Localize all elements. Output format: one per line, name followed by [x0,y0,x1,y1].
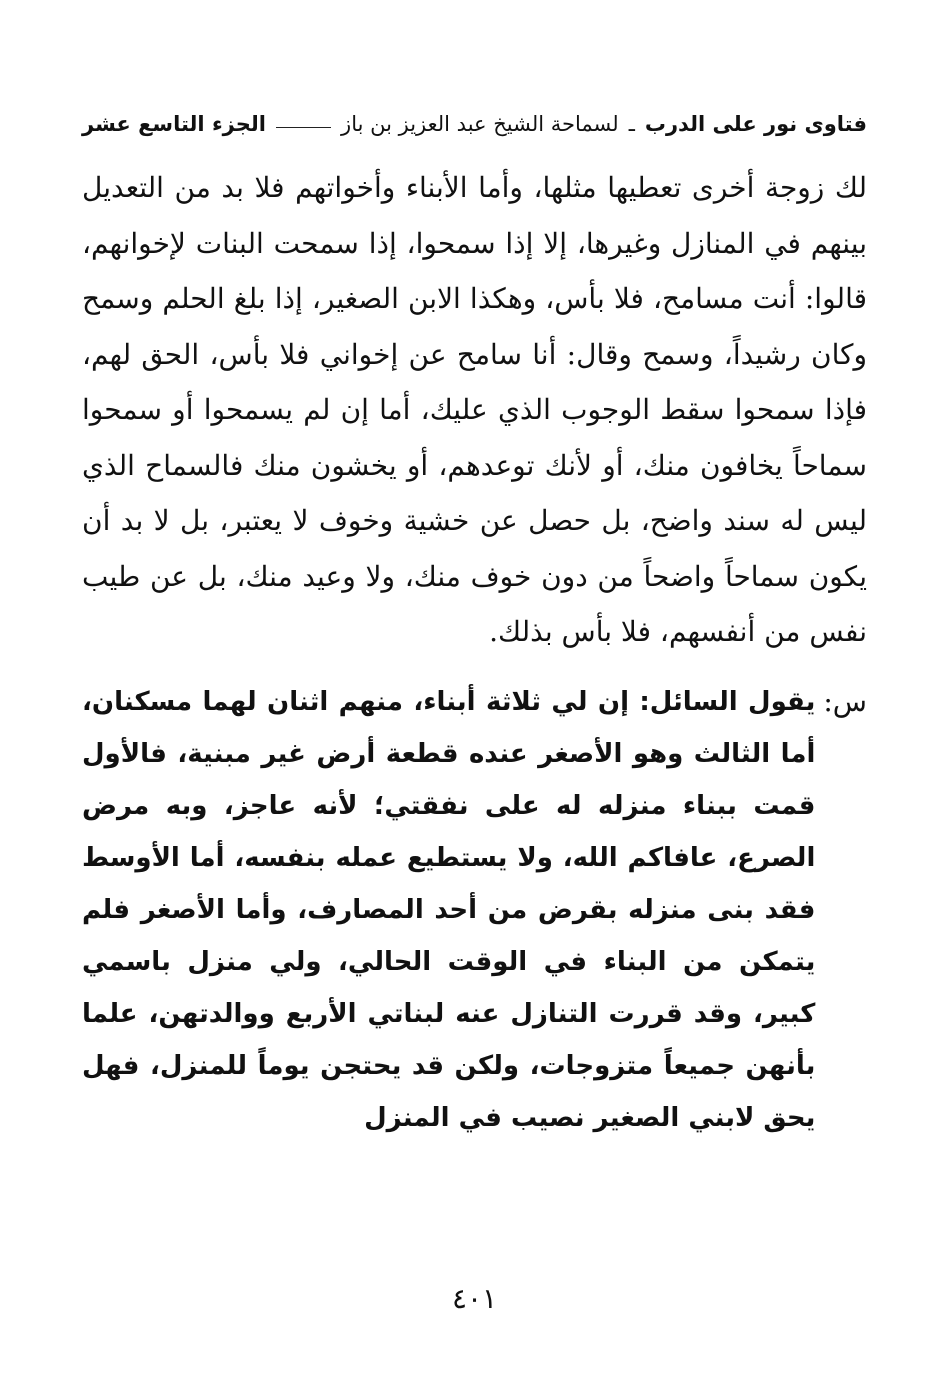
question-marker: س: [823,685,867,718]
body-paragraph: لك زوجة أخرى تعطيها مثلها، وأما الأبناء وأخواتهم فلا بد من التعديل بينهم في المنازل وغيرها، إلا إذا سمحوا، إذا سمحت البنات لإخوانهم، قالوا: أنت مسامح، فلا بأس، وهكذا الابن الصغير، إذا بلغ الحلم وسمح وكان رشيداً، وسمح وقال: أنا سامح عن إخواني فلا بأس، الحق لهم، فإذا سمحوا سقط الوجوب الذي عليك، أما إن لم يسمحوا أو سمحوا سماحاً يخافون منك، أو لأنك توعدهم، أو يخشون منك فالسماح الذي ليس له سند واضح، بل حصل عن خشية وخوف لا يعتبر، بل لا بد أن يكون سماحاً واضحاً من دون خوف منك، ولا وعيد منك، بل عن طيب نفس من أنفسهم، فلا بأس بذلك. [82,171,867,648]
header-part: الجزء التاسع عشر [82,112,266,136]
running-header [82,112,867,136]
header-rule [276,127,331,128]
question-block [82,676,867,1144]
question-text: يقول السائل: إن لي ثلاثة أبناء، منهم اثنان لهما مسكنان، أما الثالث وهو الأصغر عنده قطعة أرض غير مبنية، فالأول قمت ببناء منزله له على نفقتي؛ لأنه عاجز، وبه مرض الصرع، عافاكم الله، ولا يستطيع عمله بنفسه، أما الأوسط فقد بنى منزله بقرض من أحد المصارف، وأما الأصغر فلم يتمكن من البناء في الوقت الحالي، ولي منزل باسمي كبير، وقد قررت التنازل عنه لبناتي الأربع ووالدتهن، علما بأنهن جميعاً متزوجات، ولكن قد يحتجن يوماً للمنزل، فهل يحق لابني الصغير نصيب في المنزل [82,687,816,1133]
page-number: ٤٠١ [451,1282,498,1315]
header-separator: ـ [628,112,635,136]
body-paragraph-block [82,160,867,660]
header-book-title: فتاوى نور على الدرب [644,112,867,136]
header-author: لسماحة الشيخ عبد العزيز بن باز [341,112,619,136]
